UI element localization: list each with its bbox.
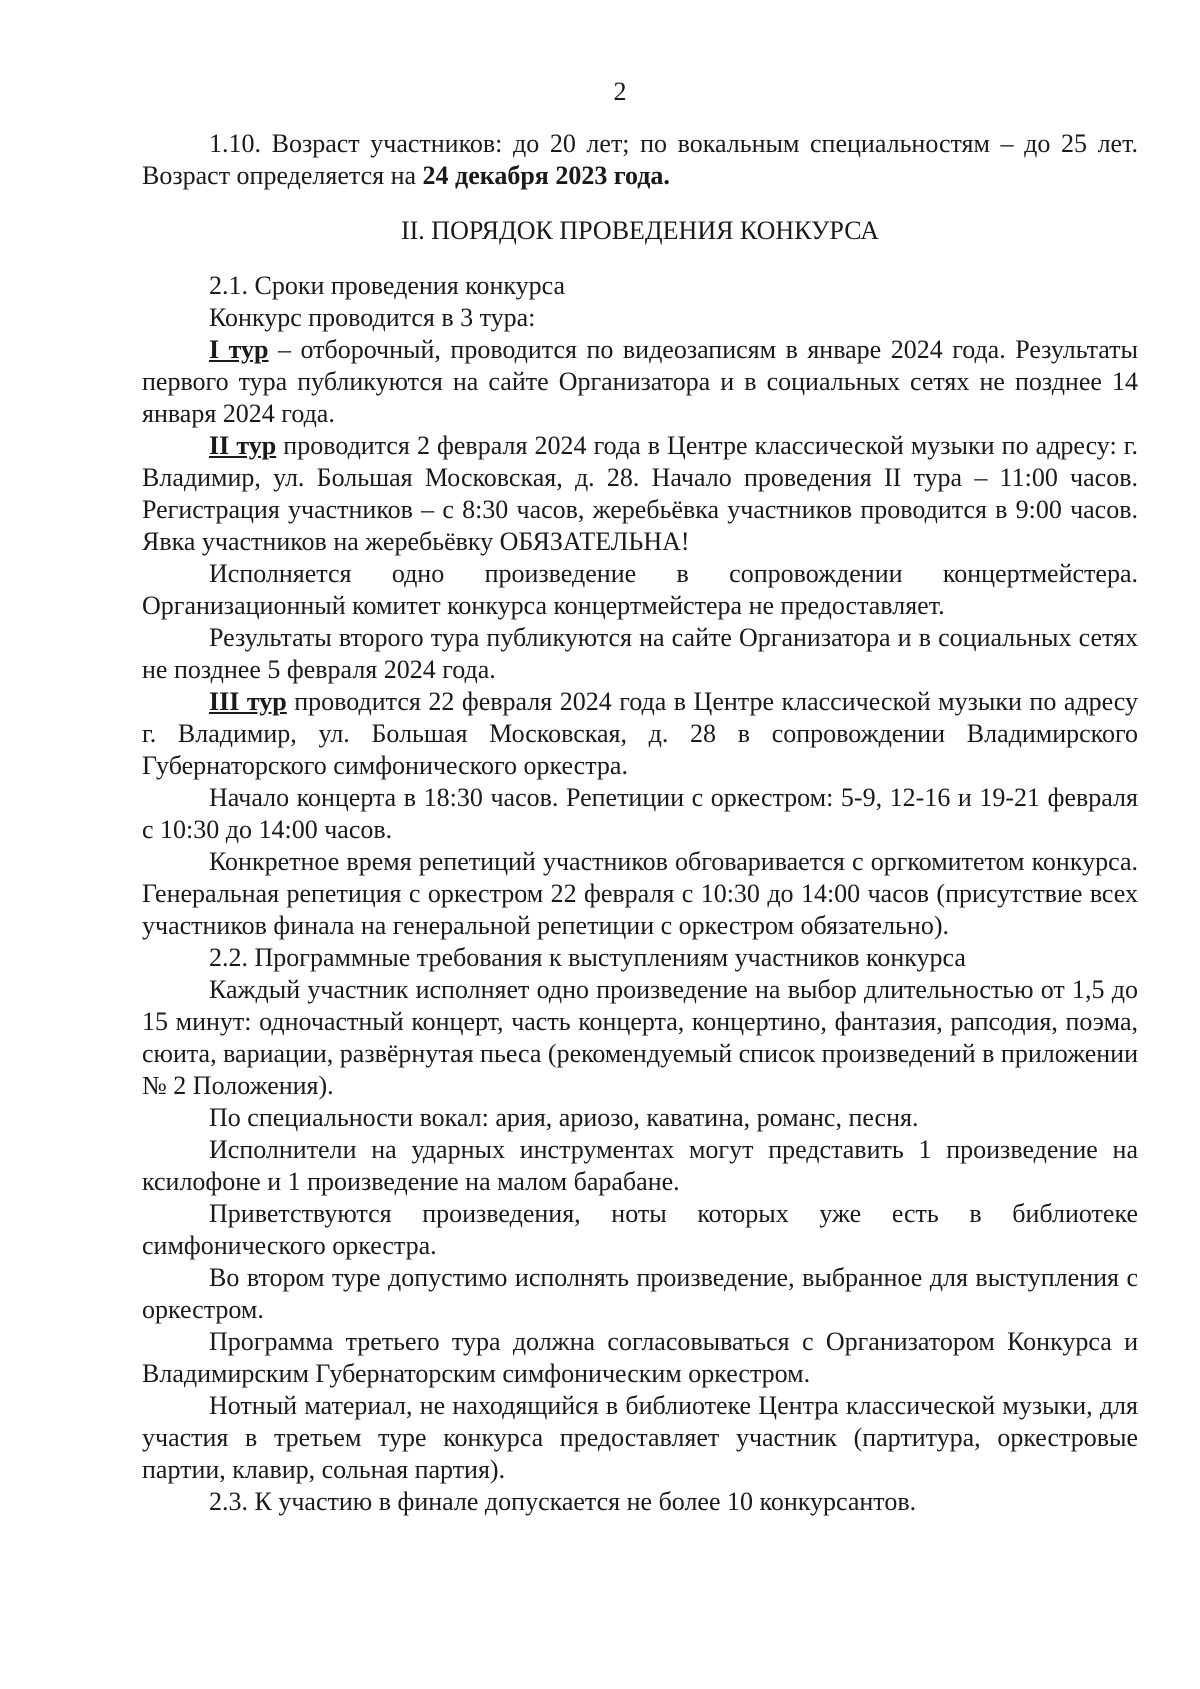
clause-1-10 — [142, 128, 1138, 192]
tour-1-paragraph — [142, 334, 1138, 430]
tour-2-paragraph — [142, 430, 1138, 558]
clause-2-3: 2.3. К участию в финале допускается не более 10 конкурсантов. — [209, 1487, 917, 1516]
tour-2-text: проводится 2 февраля 2024 года в Центре классической музыки по адресу: г. Владимир, ул. Большая Московская, д. 28. Начало проведения II тура – 11:00 часов. Регистрация участников – с 8:30 часов, жеребьёвка участников проводится в 9:00 часов. Явка участников на жеребьёвку ОБЯЗАТЕЛЬНА! — [142, 431, 1139, 556]
rehearsal-info: Конкретное время репетиций участников обговаривается с оргкомитетом конкурса. Генеральная репетиция с оркестром 22 февраля с 10:30 до 14:00 часов (присутствие всех участников финала на генеральной репетиции с оркестром обязательно). — [142, 847, 1138, 940]
percussion-requirements: Исполнители на ударных инструментах могут представить 1 произведение на ксилофоне и 1 произведение на малом барабане. — [142, 1135, 1138, 1196]
library-note: Приветствуются произведения, ноты которых уже есть в библиотеке симфонического оркестра. — [142, 1199, 1138, 1260]
tour-2-label: II тур — [209, 431, 277, 460]
clause-2-2: 2.2. Программные требования к выступлениям участников конкурса — [209, 943, 966, 972]
tour-2-results: Результаты второго тура публикуются на сайте Организатора и в социальных сетях не позднее 5 февраля 2024 года. — [142, 623, 1138, 684]
program-requirements: Каждый участник исполняет одно произведение на выбор длительностью от 1,5 до 15 минут: одночастный концерт, часть концерта, концертино, фантазия, рапсодия, поэма, сюита, вариации, развёрнутая пьеса (рекомендуемый список произведений в приложении № 2 Положения). — [142, 975, 1138, 1100]
third-tour-program: Программа третьего тура должна согласовываться с Организатором Конкурса и Владимирским Губернаторским симфоническим оркестром. — [142, 1327, 1138, 1388]
tours-intro: Конкурс проводится в 3 тура: — [209, 303, 536, 332]
tour-1-text: – отборочный, проводится по видеозаписям в январе 2024 года. Результаты первого тура публикуются на сайте Организатора и в социальных сетях не позднее 14 января 2024 года. — [142, 335, 1138, 428]
page-number: 2 — [613, 77, 627, 106]
second-tour-note: Во втором туре допустимо исполнять произведение, выбранное для выступления с оркестром. — [142, 1263, 1138, 1324]
tour-2-accompaniment: Исполняется одно произведение в сопровождении концертмейстера. Организационный комитет конкурса концертмейстера не предоставляет. — [142, 559, 1138, 620]
tour-3-paragraph — [142, 686, 1138, 782]
sheet-music-note: Нотный материал, не находящийся в библиотеке Центра классической музыки, для участия в третьем туре конкурса предоставляет участник (партитура, оркестровые партии, клавир, сольная партия). — [142, 1391, 1138, 1484]
section-title: II. ПОРЯДОК ПРОВЕДЕНИЯ КОНКУРСА — [400, 216, 880, 245]
vocal-requirements: По специальности вокал: ария, ариозо, каватина, романс, песня. — [209, 1103, 919, 1132]
tour-1-label: I тур — [209, 335, 269, 364]
clause-1-10-text: 1.10. Возраст участников: до 20 лет; по вокальным специальностям – до 25 лет. Возраст определяется на — [142, 129, 1138, 190]
tour-3-label: III тур — [209, 687, 287, 716]
tour-3-text: проводится 22 февраля 2024 года в Центре классической музыки по адресу г. Владимир, ул. Большая Московская, д. 28 в сопровождении Владимирского Губернаторского симфонического оркестра. — [142, 687, 1138, 780]
clause-2-1: 2.1. Сроки проведения конкурса — [209, 271, 566, 300]
clause-1-10-date: 24 декабря 2023 года. — [422, 161, 670, 190]
concert-start: Начало концерта в 18:30 часов. Репетиции с оркестром: 5-9, 12-16 и 19-21 февраля с 10:30 до 14:00 часов. — [142, 783, 1138, 844]
document-body — [142, 128, 1138, 1518]
